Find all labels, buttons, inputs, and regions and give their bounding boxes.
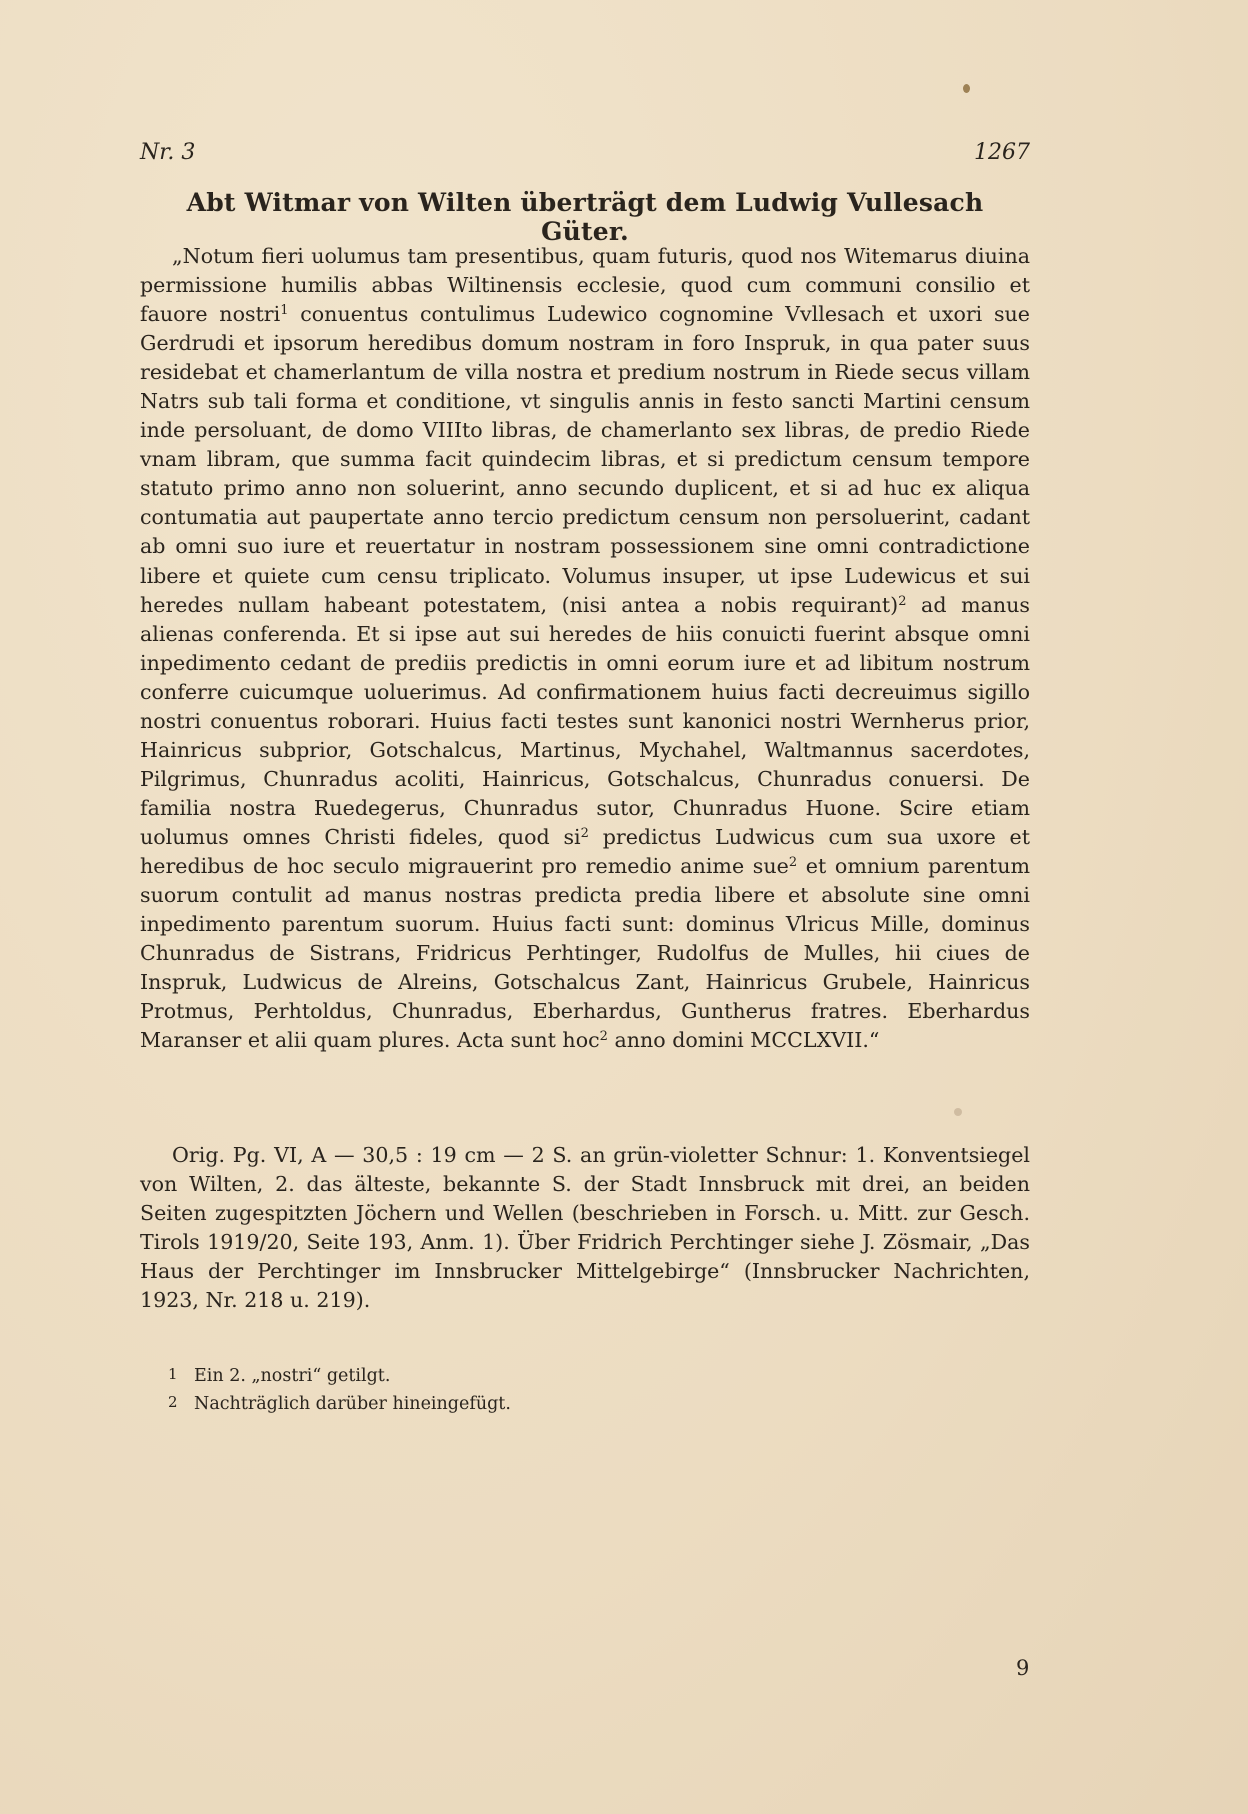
footnote-mark: 1 [168,1365,178,1383]
charter-text-part: predictus Ludwicus cum sua uxore et heredibus de hoc seculo migrauerint pro remedio anime sue [140,824,1030,878]
footnote-text: Ein 2. „nostri“ getilgt. [194,1366,391,1386]
charter-text-part: conuentus contulimus Ludewico cognomine Vvllesach et uxori sue Gerdrudi et ipsorum heredibus domum nostram in foro Inspruk, in qua pater suus residebat et chamerlantum de villa nostra et predium nostrum in Riede secus villam Natrs sub tali forma et conditione, vt singulis annis in festo sancti Martini censum inde persoluant, de domo VIIIto libras, de chamerlanto sex libras, de predio Riede vnam libram, que summa facit quindecim libras, et si predictum censum tempore statuto primo anno non soluerint, anno secundo duplicent, et si ad huc ex aliqua contumatia aut paupertate anno tercio predictum censum non persoluerint, cadant ab omni suo iure et reuertatur in nostram possessionem sine omni contradictione libere et quiete cum censu triplicato. Volumus insuper, ut ipse Ludewicus et sui heredes nullam habeant potestatem, (nisi antea a nobis requirant) [140,302,1030,617]
source-note: Orig. Pg. VI, A — 30,5 : 19 cm — 2 S. an grün-violetter Schnur: 1. Konventsiegel von Wilten, 2. das älteste, bekannte S. der Stadt Innsbruck mit drei, an beiden Seiten zugespitzten Jöchern und Wellen (beschrieben in Forsch. u. Mitt. zur Gesch. Tirols 1919/20, Seite 193, Anm. 1). Über Fridrich Perchtinger siehe J. Zösmair, „Das Haus der Perchtinger im Innsbrucker Mittelgebirge“ (Innsbrucker Nachrichten, 1923, Nr. 218 u. 219). [140,1143,1030,1313]
charter-text-part: et omnium parentum suorum contulit ad manus nostras predicta predia libere et absolute sine omni inpedimento parentum suorum. Huius facti sunt: dominus Vlricus Mille, dominus Chunradus de Sistrans, Fridricus Perhtinger, Rudolfus de Mulles, hii ciues de Inspruk, Ludwicus de Alreins, Gotschalcus Zant, Hainricus Grubele, Hainricus Protmus, Perhtoldus, Chunradus, Eberhardus, Guntherus fratres. Eberhardus Maranser et alii quam plures. Acta sunt hoc [140,853,1030,1053]
footnote-item [168,1390,968,1418]
footnotes [168,1362,968,1418]
charter-text-part: ad manus alienas conferenda. Et si ipse aut sui heredes de hiis conuicti fuerint absque omni inpedimento cedant de prediis predictis in omni eorum iure et ad libitum nostrum conferre cuicumque uoluerimus. Ad confirmationem huius facti decreuimus sigillo nostri conuentus roborari. Huius facti testes sunt kanonici nostri Wernherus prior, Hainricus subprior, Gotschalcus, Martinus, Mychahel, Waltmannus sacerdotes, Pilgrimus, Chunradus acoliti, Hainricus, Gotschalcus, Chunradus conuersi. De familia nostra Ruedegerus, Chunradus sutor, Chunradus Huone. Scire etiam uolumus omnes Christi fideles, quod si [140,592,1030,849]
footnote-item [168,1362,968,1390]
document-title: Abt Witmar von Wilten überträgt dem Ludwig Vullesach Güter. [186,188,984,246]
page-header [140,140,1030,170]
paper-speck [963,84,970,93]
charter-text-part: „Notum fieri uolumus tam presentibus, quam futuris, quod nos Witemarus diuina permissione humilis abbas Wiltinensis ecclesie, quod cum communi consilio et fauore nostri [140,244,1030,327]
charter-text-part: anno domini MCCLXVII.“ [607,1028,880,1053]
paper-speck [954,1108,962,1116]
document-year: 1267 [974,140,1030,165]
footnote-ref: 2 [898,593,907,609]
page-number: 9 [1016,1656,1030,1680]
footnote-ref: 2 [580,825,589,841]
document-number: Nr. 3 [140,140,196,165]
footnote-mark: 2 [168,1393,178,1411]
charter-text [140,242,1030,1055]
footnote-ref: 2 [599,1029,608,1045]
footnote-ref: 1 [280,303,289,319]
footnote-text: Nachträglich darüber hineingefügt. [194,1394,511,1414]
footnote-ref: 2 [788,854,798,870]
